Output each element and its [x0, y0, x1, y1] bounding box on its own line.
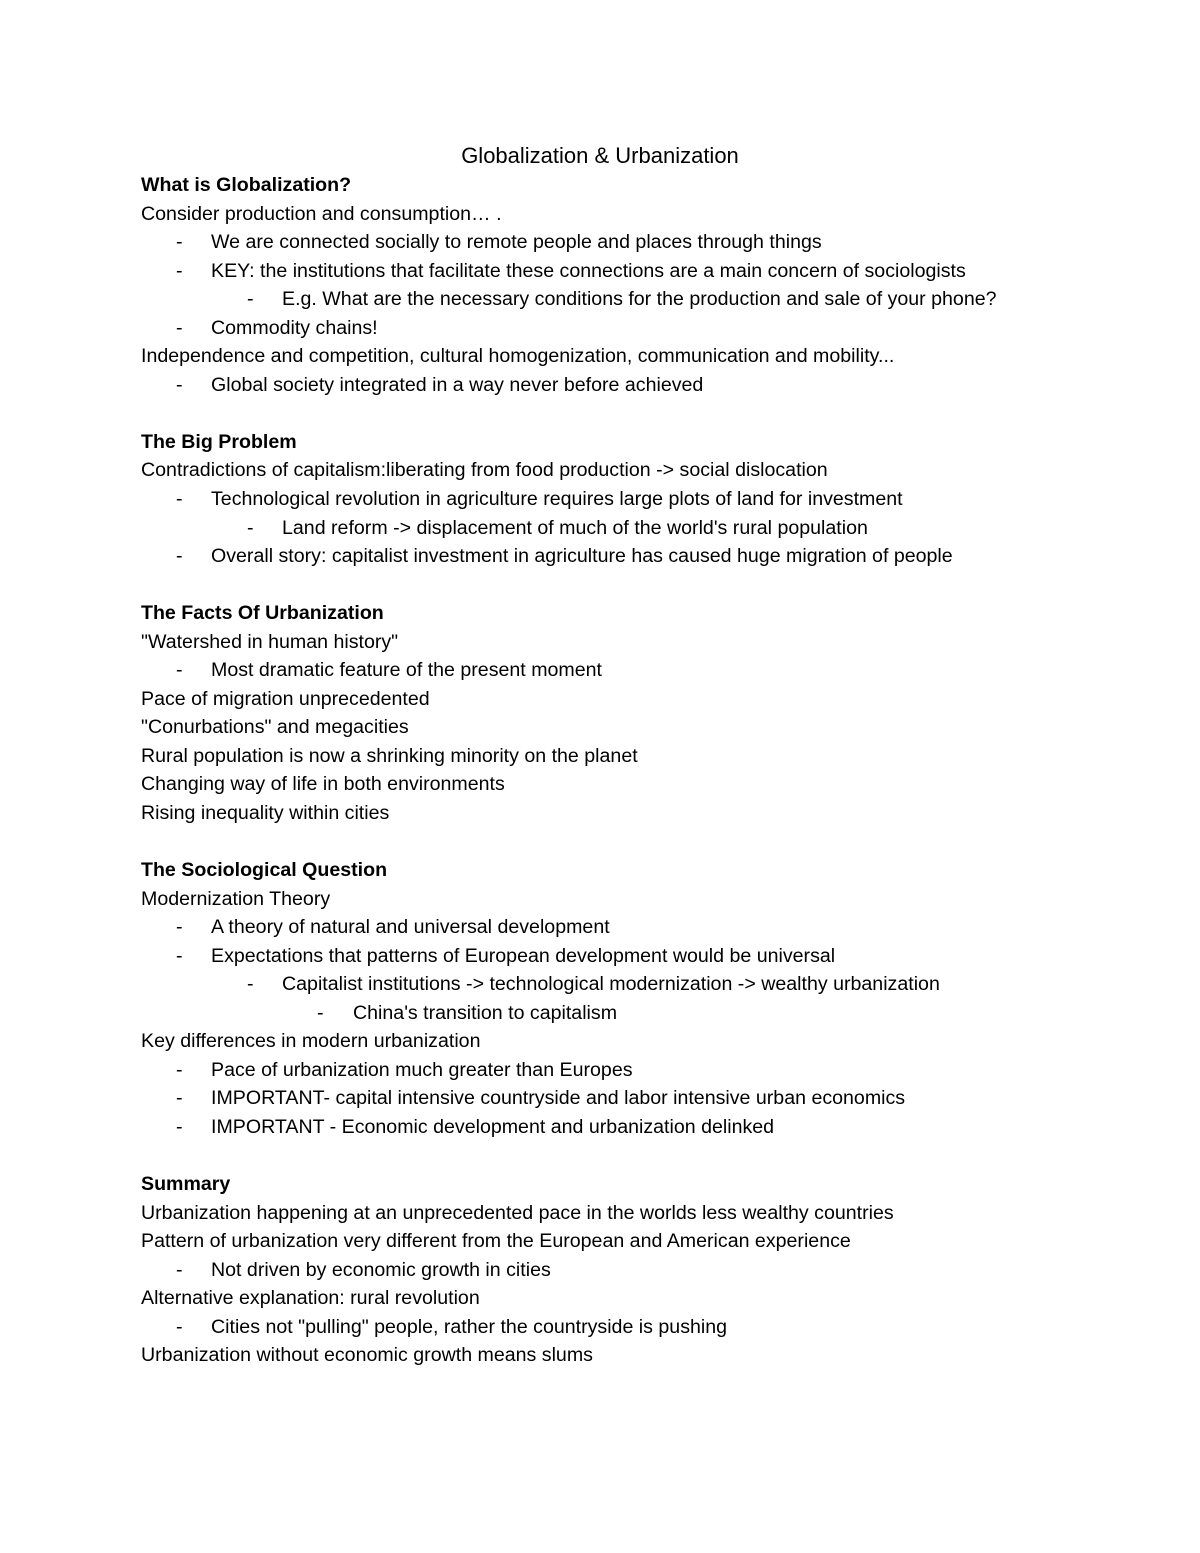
bullet-text: Technological revolution in agriculture requires large plots of land for investment	[211, 487, 903, 510]
section	[141, 856, 1061, 1141]
dash-bullet-icon: -	[176, 316, 183, 339]
bullet-text: IMPORTANT - Economic development and urbanization delinked	[211, 1115, 775, 1138]
paragraph-line: Pace of migration unprecedented	[141, 687, 430, 710]
bullet-text: Commodity chains!	[211, 316, 378, 339]
document-body	[141, 171, 1061, 1370]
section-spacer	[141, 1141, 1061, 1170]
bullet-text: Capitalist institutions -> technological modernization -> wealthy urbanization	[282, 973, 940, 996]
bullet-text: A theory of natural and universal development	[211, 916, 610, 939]
dash-bullet-icon: -	[176, 545, 183, 568]
paragraph-line: Alternative explanation: rural revolution	[141, 1287, 480, 1310]
dash-bullet-icon: -	[176, 944, 183, 967]
bullet-item	[141, 285, 1061, 314]
dash-bullet-icon: -	[176, 1058, 183, 1081]
section-spacer	[141, 399, 1061, 428]
paragraph-line: Changing way of life in both environments	[141, 773, 505, 796]
dash-bullet-icon: -	[247, 516, 254, 539]
section-spacer	[141, 827, 1061, 856]
bullet-text: We are connected socially to remote people and places through things	[211, 231, 822, 254]
bullet-item	[141, 1084, 1061, 1113]
paragraph-line: Independence and competition, cultural homogenization, communication and mobility...	[141, 345, 895, 368]
bullet-text: Pace of urbanization much greater than Europes	[211, 1058, 633, 1081]
dash-bullet-icon: -	[176, 373, 183, 396]
dash-bullet-icon: -	[176, 1315, 183, 1338]
bullet-item	[141, 314, 1061, 343]
dash-bullet-icon: -	[176, 487, 183, 510]
paragraph-line: Pattern of urbanization very different from the European and American experience	[141, 1230, 851, 1253]
bullet-text: Cities not "pulling" people, rather the countryside is pushing	[211, 1315, 728, 1338]
paragraph-line: "Conurbations" and megacities	[141, 716, 409, 739]
paragraph-line: Rising inequality within cities	[141, 801, 390, 824]
bullet-item	[141, 1113, 1061, 1142]
bullet-text: China's transition to capitalism	[353, 1001, 618, 1024]
paragraph-line: Urbanization without economic growth means slums	[141, 1344, 593, 1367]
bullet-item	[141, 656, 1061, 685]
dash-bullet-icon: -	[176, 659, 183, 682]
section	[141, 599, 1061, 827]
section	[141, 171, 1061, 399]
bullet-text: Most dramatic feature of the present moment	[211, 659, 602, 682]
bullet-text: Overall story: capitalist investment in agriculture has caused huge migration of people	[211, 545, 953, 568]
bullet-text: Global society integrated in a way never before achieved	[211, 373, 704, 396]
bullet-item	[141, 1056, 1061, 1085]
bullet-text: Expectations that patterns of European development would be universal	[211, 944, 836, 967]
dash-bullet-icon: -	[176, 916, 183, 939]
bullet-text: IMPORTANT- capital intensive countryside and labor intensive urban economics	[211, 1087, 906, 1110]
dash-bullet-icon: -	[176, 1087, 183, 1110]
bullet-item	[141, 970, 1061, 999]
bullet-item	[141, 542, 1061, 571]
bullet-item	[141, 371, 1061, 400]
bullet-text: KEY: the institutions that facilitate these connections are a main concern of sociologists	[211, 259, 966, 282]
paragraph-line: Modernization Theory	[141, 887, 331, 910]
bullet-item	[141, 228, 1061, 257]
paragraph-line: Contradictions of capitalism:liberating from food production -> social dislocation	[141, 459, 828, 482]
dash-bullet-icon: -	[176, 231, 183, 254]
bullet-text: Not driven by economic growth in cities	[211, 1258, 551, 1281]
bullet-item	[141, 942, 1061, 971]
page-title: Globalization & Urbanization	[461, 143, 739, 168]
bullet-item	[141, 514, 1061, 543]
paragraph-line: Rural population is now a shrinking minority on the planet	[141, 744, 638, 767]
paragraph-line: "Watershed in human history"	[141, 630, 399, 653]
section-heading: Summary	[141, 1172, 231, 1195]
section-heading: The Facts Of Urbanization	[141, 602, 384, 625]
section-spacer	[141, 571, 1061, 600]
dash-bullet-icon: -	[176, 1258, 183, 1281]
bullet-item	[141, 913, 1061, 942]
section	[141, 428, 1061, 571]
dash-bullet-icon: -	[317, 1001, 324, 1024]
bullet-item	[141, 257, 1061, 286]
paragraph-line: Urbanization happening at an unprecedented pace in the worlds less wealthy countries	[141, 1201, 894, 1224]
dash-bullet-icon: -	[247, 973, 254, 996]
section-heading: The Big Problem	[141, 430, 297, 453]
dash-bullet-icon: -	[176, 1115, 183, 1138]
bullet-item	[141, 1313, 1061, 1342]
bullet-item	[141, 999, 1061, 1028]
section-heading: What is Globalization?	[141, 174, 352, 196]
paragraph-line: Consider production and consumption… .	[141, 202, 502, 225]
dash-bullet-icon: -	[176, 259, 183, 282]
paragraph-line: Key differences in modern urbanization	[141, 1030, 481, 1053]
bullet-text: Land reform -> displacement of much of the world's rural population	[282, 516, 868, 539]
bullet-item	[141, 485, 1061, 514]
section-heading: The Sociological Question	[141, 858, 388, 881]
dash-bullet-icon: -	[247, 288, 254, 311]
bullet-item	[141, 1256, 1061, 1285]
section	[141, 1170, 1061, 1370]
bullet-text: E.g. What are the necessary conditions for the production and sale of your phone?	[282, 288, 997, 311]
